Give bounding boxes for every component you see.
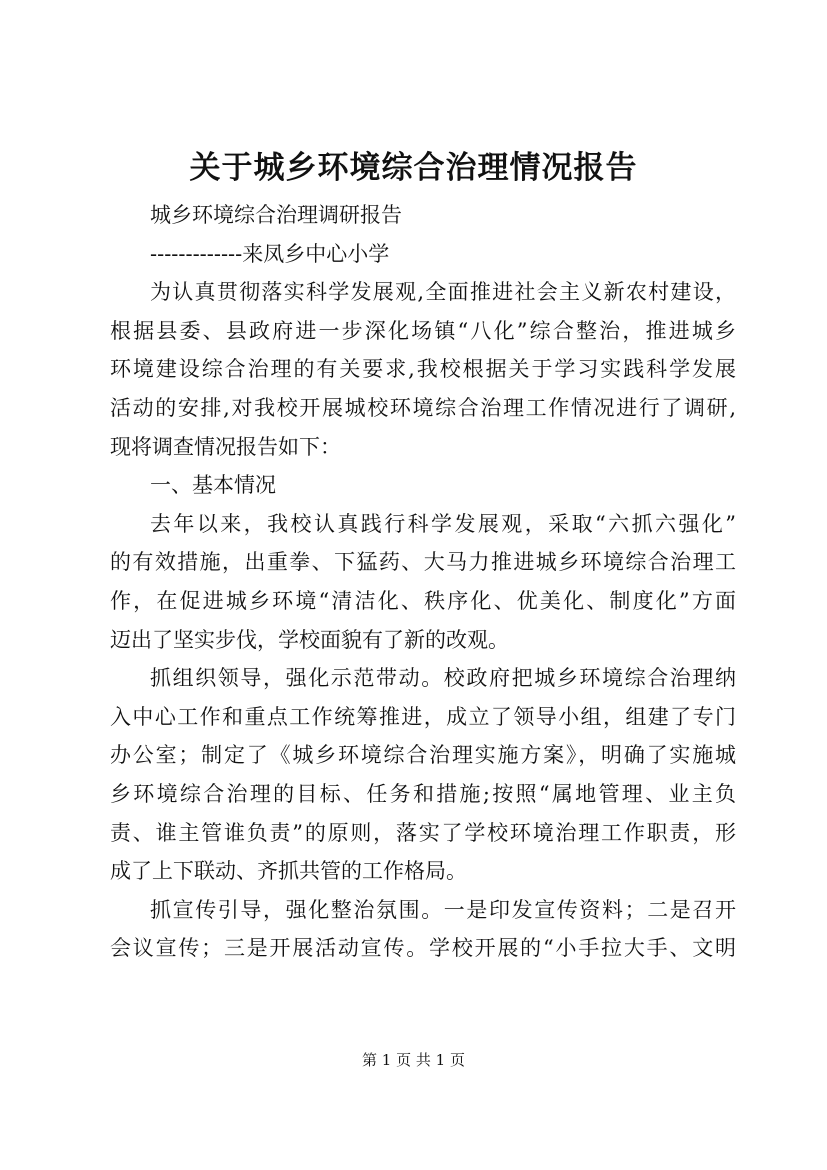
paragraph-line: 根据县委、县政府进一步深化场镇“八化”综合整治，推进城乡 xyxy=(110,318,736,343)
paragraph-line: 会议宣传；三是开展活动宣传。学校开展的“小手拉大手、文明 xyxy=(110,936,736,961)
paragraph-basic-situation xyxy=(110,505,736,659)
paragraph-organization xyxy=(110,659,736,891)
paragraph-line: 抓组织领导，强化示范带动。校政府把城乡环境综合治理纳 xyxy=(150,666,736,691)
paragraph-intro xyxy=(110,273,736,466)
paragraph-line: 环境建设综合治理的有关要求,我校根据关于学习实践科学发展 xyxy=(110,357,736,382)
paragraph-line: 成了上下联动、齐抓共管的工作格局。 xyxy=(110,859,467,884)
paragraph-line: 乡环境综合治理的目标、任务和措施;按照“属地管理、业主负 xyxy=(110,781,736,806)
paragraph-line: 去年以来，我校认真践行科学发展观，采取“六抓六强化” xyxy=(150,511,736,536)
paragraph-line: 责、谁主管谁负责”的原则，落实了学校环境治理工作职责，形 xyxy=(110,820,736,845)
paragraph-line: 迈出了坚实步伐，学校面貌有了新的改观。 xyxy=(110,627,509,652)
paragraph-line: 作，在促进城乡环境“清洁化、秩序化、优美化、制度化”方面 xyxy=(110,588,736,613)
paragraph-line: 为认真贯彻落实科学发展观,全面推进社会主义新农村建设， xyxy=(150,280,736,305)
page-footer: 第 1 页 共 1 页 xyxy=(362,1051,465,1069)
paragraph-line: 抓宣传引导，强化整治氛围。一是印发宣传资料；二是召开 xyxy=(150,897,736,922)
document-title: 关于城乡环境综合治理情况报告 xyxy=(189,150,638,186)
document-body xyxy=(110,196,736,968)
section-heading: 一、基本情况 xyxy=(150,473,276,498)
report-subtitle: 城乡环境综合治理调研报告 xyxy=(150,203,402,227)
paragraph-line: 现将调查情况报告如下： xyxy=(110,434,341,459)
paragraph-line: 入中心工作和重点工作统筹推进，成立了领导小组，组建了专门 xyxy=(110,704,736,729)
paragraph-publicity xyxy=(110,891,736,968)
paragraph-line: 的有效措施，出重拳、下猛药、大马力推进城乡环境综合治理工 xyxy=(110,550,736,575)
paragraph-line: 办公室；制定了《城乡环境综合治理实施方案》，明确了实施城 xyxy=(110,743,736,768)
school-signature: -------------来凤乡中心小学 xyxy=(150,241,390,266)
paragraph-line: 活动的安排,对我校开展城校环境综合治理工作情况进行了调研, xyxy=(110,395,736,420)
